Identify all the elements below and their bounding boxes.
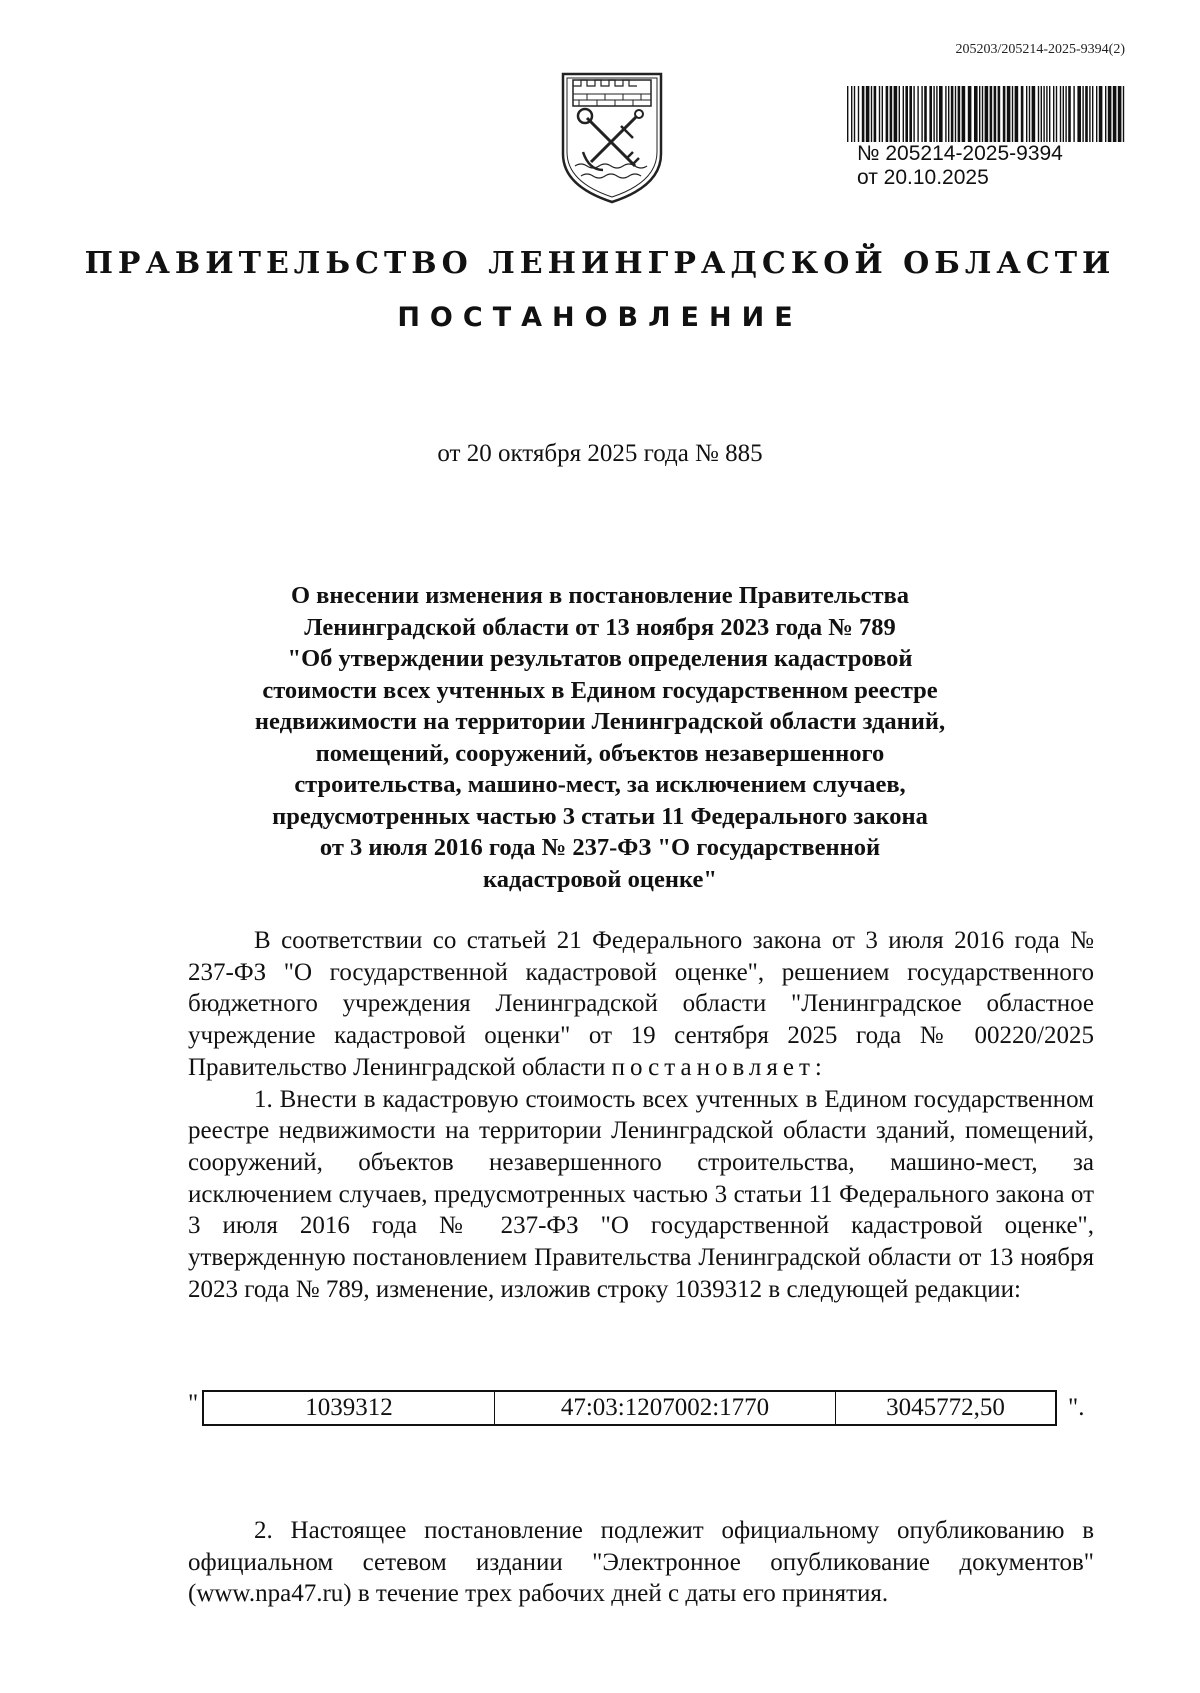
heading-line: предусмотренных частью 3 статьи 11 Федерального закона (272, 802, 928, 830)
barcode-bar (1049, 86, 1050, 142)
barcode-bar (985, 86, 989, 142)
barcode-bar (1108, 86, 1112, 142)
barcode-bar (882, 86, 883, 142)
barcode-bar (851, 86, 852, 142)
barcode-bar (1046, 86, 1047, 142)
barcode-bar (874, 86, 877, 142)
barcode-bar (1063, 86, 1064, 142)
organization-title: ПРАВИТЕЛЬСТВО ЛЕНИНГРАДСКОЙ ОБЛАСТИ (84, 246, 1116, 281)
barcode-bar (968, 86, 972, 142)
item-2-paragraph: 2. Настоящее постановление подлежит официальному опубликованию в официальном сетевом издании "Электронное опубликование документов" (www.npa47.ru) в течение трех рабочих дней с даты его принятия. (188, 1517, 1094, 1608)
barcode-bar (1007, 86, 1011, 142)
barcode-bar (909, 86, 912, 142)
barcode-bar (1056, 86, 1057, 142)
document-date: от 20 октября 2025 года № 885 (437, 440, 763, 467)
barcode-bar (1073, 86, 1074, 142)
barcode-bar (1003, 86, 1006, 142)
barcode-bar (1089, 86, 1090, 142)
item-1-paragraph: 1. Внести в кадастровую стоимость всех учтенных в Едином государственном реестре недвижимости на территории Ленинградской области зданий, помещений, сооружений, объектов незавершенного строительства, машино-мест, за исключением случаев, предусмотренных частью 3 статьи 11 Федерального закона от 3 июля 2016 года № 237-ФЗ "О государственной кадастровой оценке", утвержденную постановлением Правительства Ленинградской области от 13 ноября 2023 года № 789, изменение, изложив строку 1039312 в следующей редакции: (188, 1085, 1094, 1303)
cadastral-value-cell: 3045772,50 (886, 1394, 1005, 1421)
barcode-bar (945, 86, 946, 142)
open-quote: " (188, 1390, 199, 1417)
amendment-table-row (188, 1390, 1094, 1428)
heading-line: от 3 июля 2016 года № 237-ФЗ "О государственной (319, 834, 881, 861)
document-body-continued (188, 1515, 1094, 1610)
barcode-bar (998, 86, 1001, 142)
barcode-bar (899, 86, 900, 142)
barcode-bar (990, 86, 993, 142)
row-number-cell: 1039312 (204, 1392, 495, 1424)
barcode-bar (1043, 86, 1044, 142)
heading-line: строительства, машино-мест, за исключением случаев, (294, 771, 906, 798)
heading-line: стоимости всех учтенных в Едином государственном реестре (262, 676, 938, 704)
barcode-bar (871, 86, 872, 142)
barcode-bar (847, 86, 848, 142)
barcode-bar (866, 86, 870, 142)
heading-line: "Об утверждении результатов определения кадастровой (287, 645, 913, 672)
cadastral-number-cell: 47:03:1207002:1770 (495, 1392, 836, 1424)
barcode-bar (1096, 86, 1097, 142)
barcode-bar (890, 86, 893, 142)
close-quote: ". (1068, 1394, 1085, 1421)
barcode-bar (994, 86, 997, 142)
barcode-bar (1118, 86, 1122, 142)
barcode-bar (894, 86, 898, 142)
barcode-bar (1082, 86, 1083, 142)
registration-number: № 205214-2025-9394 (857, 142, 1063, 165)
barcode-bar (1053, 86, 1054, 142)
barcode-bar (1015, 86, 1019, 142)
barcode-bar (854, 86, 855, 142)
barcode-bar (858, 86, 859, 142)
barcode-bar (1113, 86, 1117, 142)
preamble-paragraph (188, 925, 1094, 1084)
heading-line: Ленинградской области от 13 ноября 2023 года № 789 (304, 613, 896, 641)
barcode-bar (1026, 86, 1027, 142)
document-heading (180, 580, 1020, 895)
preamble-text: В соответствии со статьей 21 Федерального закона от 3 июля 2016 года № 237-ФЗ "О государственной кадастровой оценке", решением государственного бюджетного учреждения Ленинградской области "Ленинградское областное учреждение кадастровой оценки" от 19 сентября 2025 года № 00220/2025 Правительство Ленинградской области (188, 927, 1094, 1081)
barcode-bar (955, 86, 956, 142)
coat-of-arms-icon (557, 66, 667, 206)
barcode-bar (886, 86, 889, 142)
barcode-bar (924, 86, 927, 142)
barcode-bar (1038, 86, 1039, 142)
barcode-bar (962, 86, 966, 142)
barcode-bar (982, 86, 983, 142)
barcode-bar (1099, 86, 1103, 142)
barcode-bar (905, 86, 908, 142)
heading-line: недвижимости на территории Ленинградской области зданий, (254, 708, 946, 735)
barcode-bar (951, 86, 954, 142)
barcode-bar (879, 86, 880, 142)
barcode-bar (1068, 86, 1071, 142)
barcode-bar (974, 86, 978, 142)
document-body (188, 925, 1094, 1305)
barcode-bar (979, 86, 980, 142)
barcode-icon (847, 86, 1125, 142)
registration-date: от 20.10.2025 (857, 166, 989, 189)
barcode-bar (958, 86, 961, 142)
table-row (202, 1390, 1057, 1426)
barcode-bar (913, 86, 914, 142)
barcode-bar (929, 86, 932, 142)
barcode-bar (1029, 86, 1030, 142)
barcode-bar (933, 86, 934, 142)
barcode-bar (1085, 86, 1088, 142)
barcode-bar (1041, 86, 1042, 142)
barcode-bar (1012, 86, 1013, 142)
resolves-word: постановляет: (611, 1053, 827, 1081)
barcode-bar (1077, 86, 1081, 142)
barcode-bar (921, 86, 922, 142)
barcode-bar (1032, 86, 1036, 142)
barcode-bar (1123, 86, 1124, 142)
barcode-bar (903, 86, 904, 142)
barcode-bar (917, 86, 918, 142)
heading-line: помещений, сооружений, объектов незавершенного (315, 739, 885, 767)
barcode-bar (1092, 86, 1093, 142)
barcode-bar (948, 86, 949, 142)
document-id: 205203/205214-2025-9394(2) (955, 42, 1125, 57)
barcode-bar (1021, 86, 1024, 142)
heading-line: кадастровой оценке" (482, 865, 717, 893)
barcode-bar (862, 86, 865, 142)
barcode-bar (1065, 86, 1066, 142)
barcode-bar (936, 86, 937, 142)
barcode-bar (1105, 86, 1106, 142)
barcode-bar (1060, 86, 1061, 142)
document-type: ПОСТАНОВЛЕНИЕ (397, 302, 803, 333)
heading-line: О внесении изменения в постановление Правительства (291, 582, 909, 609)
barcode-bar (939, 86, 943, 142)
